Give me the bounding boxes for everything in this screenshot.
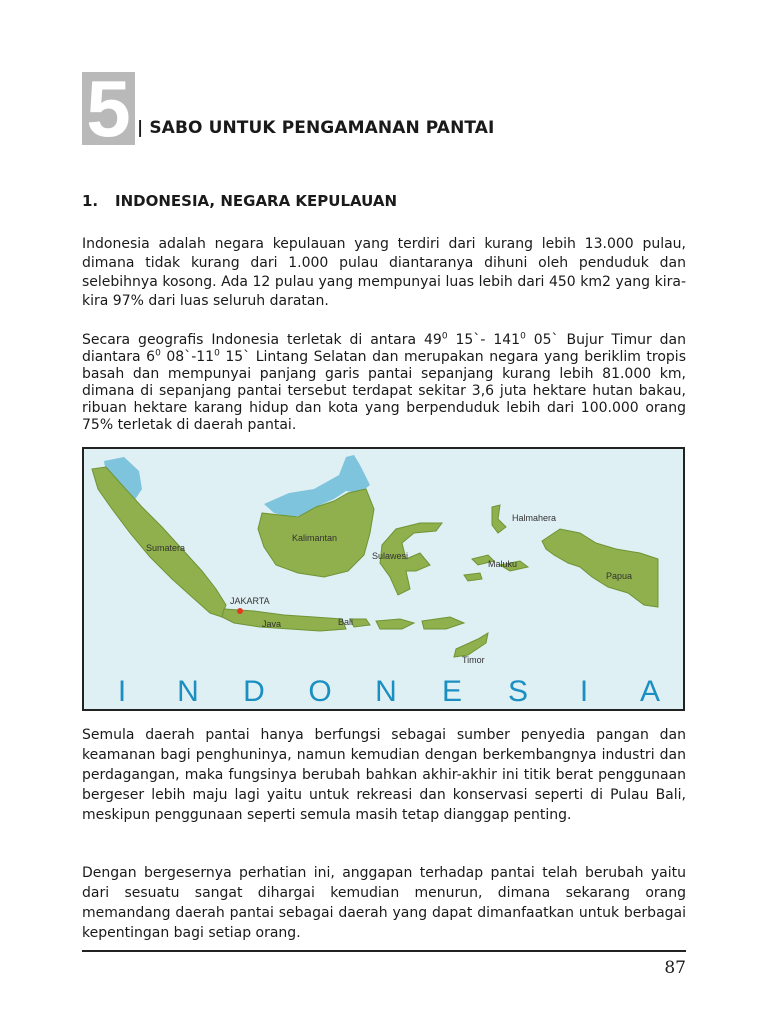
geo-text-b: 15`- 141 [447, 332, 521, 348]
paragraph-geography [82, 332, 686, 434]
section-title: INDONESIA, NEGARA KEPULAUAN [115, 192, 398, 210]
label-sumatera: Sumatera [146, 543, 186, 553]
geo-sup-1: 0 [441, 331, 448, 342]
section-heading [82, 192, 397, 210]
chapter-number: 5 [86, 72, 131, 145]
banner-letter: I [579, 675, 589, 708]
geo-text-d: 08`-11 [160, 349, 215, 365]
label-maluku: Maluku [488, 559, 518, 569]
label-kalimantan: Kalimantan [292, 533, 338, 543]
label-halmahera: Halmahera [512, 513, 557, 523]
label-timor: Timor [462, 655, 485, 665]
label-sulawesi: Sulawesi [372, 551, 409, 561]
banner-letter: S [507, 675, 529, 708]
paragraph-coastal-function: Semula daerah pantai hanya berfungsi sebagai sumber penyedia pangan dan keamanan bagi penghuninya, namun kemudian dengan berkembangnya industri dan perdagangan, maka fungsinya berubah bahkan akhir-akhir ini titik berat penggunaan bergeser lebih maju lagi yaitu untuk rekreasi dan konservasi seperti di Pulau Bali, meskipun penggunaan seperti semula masih tetap dianggap penting. [82, 727, 686, 823]
section-number: 1. [82, 192, 99, 210]
geo-text-c: 05` Bujur Timur dan diantara 6 [82, 332, 686, 365]
indonesia-map-figure [82, 447, 685, 711]
footer-rule [82, 950, 686, 952]
paragraph-coastal-perception: Dengan bergesernya perhatian ini, anggapan terhadap pantai telah berubah yaitu dari sesuatu sangat dihargai kemudian menurun, dimana sekarang orang memandang daerah pantai sebagai daerah yang dapat dimanfaatkan untuk berbagai kepentingan bagi setiap orang. [82, 865, 686, 941]
geo-text-a: Secara geografis Indonesia terletak di antara 49 [82, 332, 442, 348]
geo-text-e: 15` Lintang Selatan dan merupakan negara yang beriklim tropis basah dan mempunyai panjang garis pantai sepanjang kurang lebih 81.000 km, dimana di sepanjang pantai tersebut terdapat sekitar 3,6 juta hektare hutan bakau, ribuan hektare karang hidup dan kota yang berpenduduk lebih dari 100.000 orang 75% terletak di daerah pantai. [82, 349, 686, 433]
banner-letter: N [375, 675, 397, 708]
jakarta-marker [237, 608, 243, 614]
label-bali: Bali [338, 617, 354, 627]
chapter-separator: | [137, 118, 144, 138]
geo-sup-4: 0 [214, 348, 220, 359]
label-jakarta: JAKARTA [230, 596, 270, 606]
paragraph-intro: Indonesia adalah negara kepulauan yang terdiri dari kurang lebih 13.000 pulau, dimana tidak kurang dari 1.000 pulau diantaranya dihuni oleh penduduk dan selebihnya kosong. Ada 12 pulau yang mempunyai luas lebih dari 450 km2 yang kira-kira 97% dari luas seluruh daratan. [82, 236, 686, 309]
label-papua: Papua [606, 571, 633, 581]
geo-sup-3: 0 [155, 348, 161, 359]
banner-letter: I [117, 675, 127, 708]
chapter-number-box [82, 72, 135, 145]
indonesia-map [84, 449, 683, 709]
banner-letter: E [441, 675, 463, 708]
banner-letter: O [308, 675, 332, 708]
geo-sup-2: 0 [520, 331, 526, 342]
label-java: Java [262, 619, 282, 629]
banner-letter: A [639, 675, 661, 708]
chapter-title [137, 118, 494, 138]
chapter-title-text: SABO UNTUK PENGAMANAN PANTAI [149, 118, 495, 138]
page-number: 87 [664, 958, 686, 978]
banner-letter: D [243, 675, 265, 708]
banner-letter: N [177, 675, 199, 708]
